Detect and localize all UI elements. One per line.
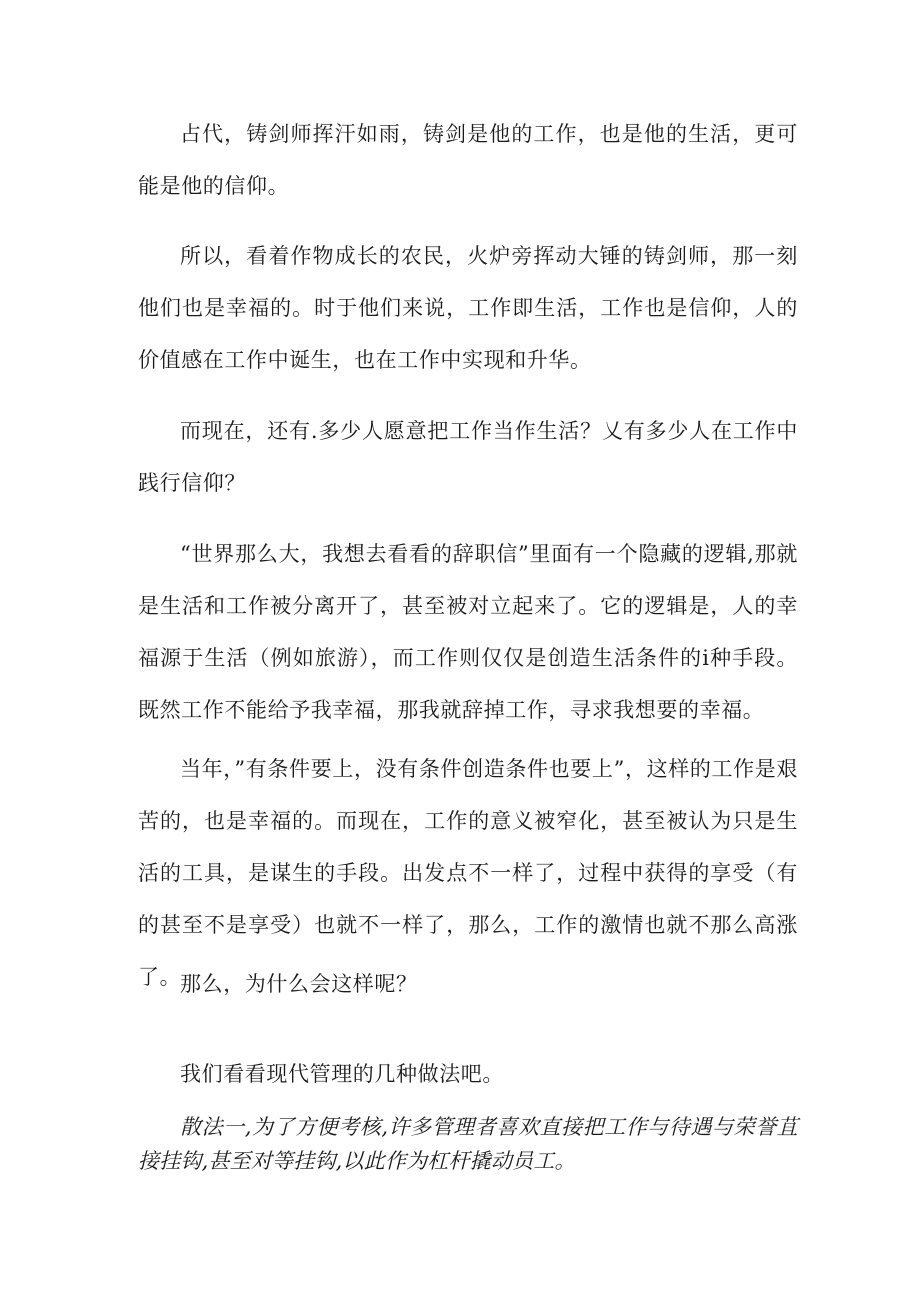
paragraph-1: 占代，铸剑师挥汗如雨，铸剑是他的工作，也是他的生活，更可能是他的信仰。 — [138, 122, 798, 198]
paragraph-5: 当年，”有条件要上，没有条件创造条件也要上”，这样的工作是艰苦的，也是幸福的。而现在，工作的意义被窄化，甚至被认为只是生活的工具，是谋生的手段。出发点不一样了，过程中获得的享受（有的甚至不是享受）也就不一样了，那么，工作的激情也就不那么高涨了。 — [138, 757, 798, 989]
paragraph-6: 那么，为什么会这样呢？ — [180, 972, 418, 996]
paragraph-3: 而现在，还有.多少人愿意把工作当作生活？乂有多少人在工作中践行信仰？ — [138, 419, 798, 495]
paragraph-8: 散法一,为了方便考核,许多管理者喜欢直接把工作与待遇与荣誉苴接挂钩,甚至对等挂钩,以此作为杠杆撬动员工。 — [138, 1115, 798, 1173]
paragraph-7: 我们看看现代管理的几种做法吧。 — [180, 1062, 504, 1086]
paragraph-2: 所以，看着作物成长的农民，火炉旁挥动大锤的铸剑师，那一刻他们也是幸福的。时于他们来说，工作即生活，工作也是信仰，人的价值感在工作中诞生，也在工作中实现和升华。 — [138, 244, 798, 372]
paragraph-4: “世界那么大，我想去看看的辞职信”里面有一个隐藏的逻辑,那就是生活和工作被分离开了，甚至被对立起来了。它的逻辑是，人的幸福源于生活（例如旅游），而工作则仅仅是创造生活条件的i种手段。既然工作不能给予我幸福，那我就辞掉工作，寻求我想要的幸福。 — [138, 542, 798, 722]
